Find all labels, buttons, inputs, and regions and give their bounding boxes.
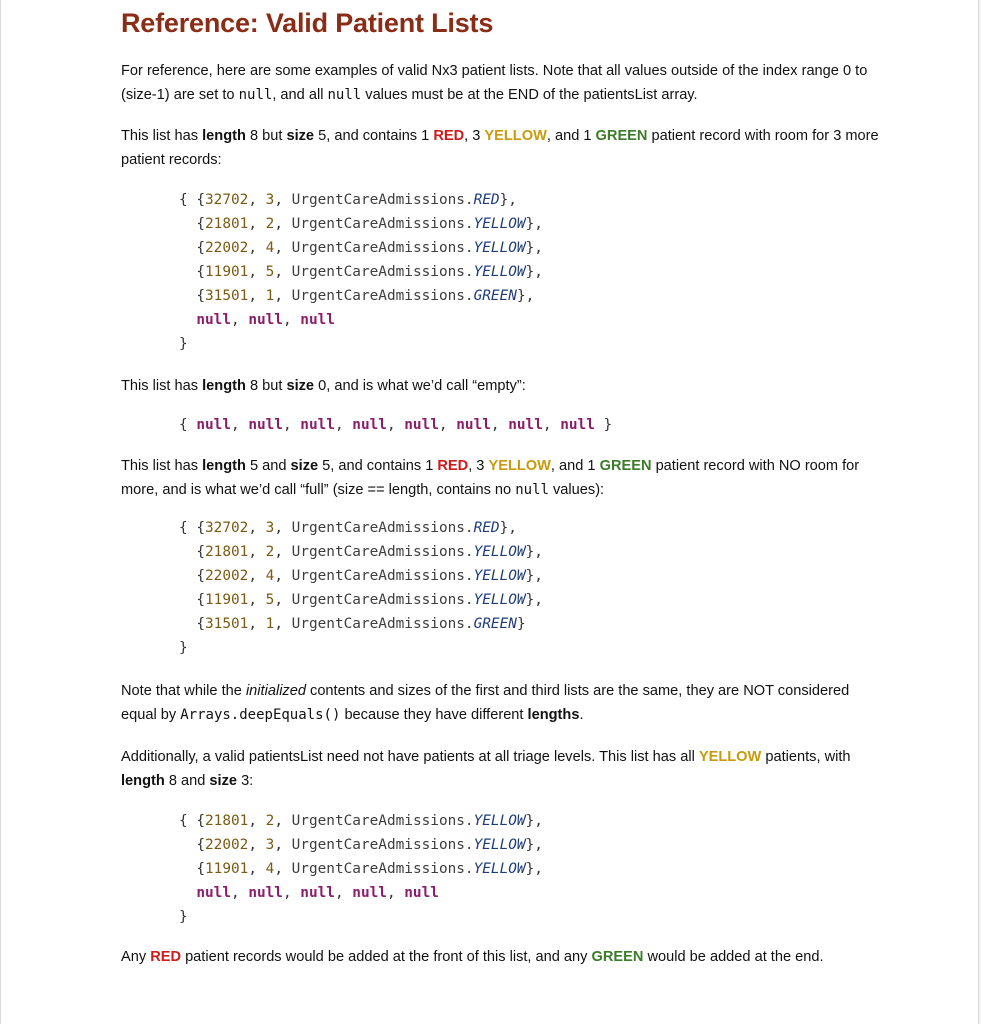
separator: , xyxy=(248,192,266,208)
separator: , xyxy=(274,837,292,853)
brace xyxy=(179,216,196,232)
note-text: Note that while the xyxy=(121,683,246,699)
patient-id: 22002 xyxy=(205,568,249,584)
enum-name: UrgentCareAdmissions. xyxy=(291,216,474,232)
desc-text: 8 and xyxy=(164,773,210,789)
brace: }, xyxy=(525,568,543,584)
enum-name: UrgentCareAdmissions. xyxy=(291,813,474,829)
intro-paragraph xyxy=(121,59,881,107)
note-paragraph xyxy=(121,679,881,727)
null-value: null xyxy=(196,312,231,328)
separator: , xyxy=(248,616,266,632)
patient-priority: 5 xyxy=(265,264,275,280)
enum-name: UrgentCareAdmissions. xyxy=(291,192,474,208)
separator: , xyxy=(248,240,266,256)
patient-id: 32702 xyxy=(205,192,249,208)
separator: , xyxy=(282,885,301,901)
null-value: null xyxy=(300,885,335,901)
yellow-label: YELLOW xyxy=(488,458,551,474)
brace: } xyxy=(516,616,526,632)
desc-text: This list has xyxy=(121,378,203,394)
null-value: null xyxy=(352,885,387,901)
size-word: size xyxy=(209,773,238,789)
list3-description xyxy=(121,454,881,502)
desc-text: values): xyxy=(548,482,605,498)
triage-level: YELLOW xyxy=(473,240,526,256)
desc-text: 8 but xyxy=(245,128,287,144)
null-value: null xyxy=(196,885,231,901)
triage-level: YELLOW xyxy=(473,837,526,853)
deep-equals-code: Arrays.deepEquals() xyxy=(180,707,341,723)
closing-brace: } xyxy=(179,640,188,656)
null-line xyxy=(179,308,543,332)
brace: }, xyxy=(525,216,543,232)
closing-brace: } xyxy=(179,909,188,925)
separator: , xyxy=(248,520,266,536)
brace: { xyxy=(196,837,205,853)
null-keyword: null xyxy=(327,87,362,103)
closing-text: would be added at the end. xyxy=(643,949,824,965)
null-value: null xyxy=(352,417,387,433)
patient-priority: 2 xyxy=(265,544,275,560)
brace: { xyxy=(179,417,197,433)
brace xyxy=(179,544,196,560)
separator: , xyxy=(282,312,301,328)
triage-level: RED xyxy=(473,192,500,208)
null-value: null xyxy=(508,417,543,433)
patient-id: 11901 xyxy=(205,592,249,608)
yellow-label: YELLOW xyxy=(698,749,762,765)
separator: , xyxy=(248,288,266,304)
patient-priority: 4 xyxy=(265,568,275,584)
separator: , xyxy=(274,216,292,232)
brace: { xyxy=(196,264,205,280)
record-line xyxy=(179,236,543,260)
triage-level: RED xyxy=(473,520,500,536)
brace: }, xyxy=(525,837,543,853)
patient-id: 11901 xyxy=(205,264,249,280)
list3-code-block xyxy=(179,516,543,660)
separator: , xyxy=(230,885,249,901)
desc-text: , 3 xyxy=(464,128,485,144)
record-line xyxy=(179,857,543,881)
separator: , xyxy=(274,520,292,536)
record-line xyxy=(179,284,543,308)
record-line xyxy=(179,188,543,212)
null-value: null xyxy=(404,885,439,901)
note-text: because they have different xyxy=(340,707,528,723)
list2-code-block xyxy=(179,413,612,437)
separator: , xyxy=(248,568,266,584)
brace: }, xyxy=(525,544,543,560)
record-line xyxy=(179,540,543,564)
patient-id: 22002 xyxy=(205,240,249,256)
separator: , xyxy=(248,813,266,829)
enum-name: UrgentCareAdmissions. xyxy=(291,568,474,584)
desc-text: , 3 xyxy=(468,458,489,474)
brace: { xyxy=(196,861,205,877)
brace: { xyxy=(196,813,205,829)
separator: , xyxy=(274,592,292,608)
desc-text: patient record with NO room for more, and is what we’d call “full” (size == length, contains no xyxy=(121,458,860,498)
record-line xyxy=(179,588,543,612)
enum-name: UrgentCareAdmissions. xyxy=(291,592,474,608)
separator: , xyxy=(542,417,561,433)
patient-id: 31501 xyxy=(205,616,249,632)
record-line xyxy=(179,564,543,588)
list1-description xyxy=(121,124,881,172)
intro-text-2: , and all xyxy=(272,87,328,103)
list1-code-block xyxy=(179,188,543,356)
separator: , xyxy=(248,264,266,280)
brace: { xyxy=(196,568,205,584)
enum-name: UrgentCareAdmissions. xyxy=(291,616,474,632)
null-keyword: null xyxy=(515,482,549,498)
patient-id: 31501 xyxy=(205,288,249,304)
patient-priority: 1 xyxy=(265,616,275,632)
lengths-word: lengths xyxy=(527,707,580,723)
desc-text: Additionally, a valid patientsList need not have patients at all triage levels. This list has all xyxy=(121,749,699,765)
null-value: null xyxy=(196,417,231,433)
closing-text: Any xyxy=(121,949,151,965)
separator: , xyxy=(248,861,266,877)
record-line xyxy=(179,809,543,833)
separator: , xyxy=(490,417,509,433)
patient-id: 11901 xyxy=(205,861,249,877)
length-word: length xyxy=(202,458,246,474)
note-text: . xyxy=(579,707,584,723)
separator: , xyxy=(438,417,457,433)
patient-id: 22002 xyxy=(205,837,249,853)
null-value: null xyxy=(560,417,595,433)
enum-name: UrgentCareAdmissions. xyxy=(291,288,474,304)
null-value: null xyxy=(456,417,491,433)
separator: , xyxy=(274,813,292,829)
patient-priority: 4 xyxy=(265,240,275,256)
separator: , xyxy=(230,417,249,433)
size-word: size xyxy=(286,378,315,394)
brace: { xyxy=(196,216,205,232)
null-value: null xyxy=(300,312,335,328)
brace: }, xyxy=(499,192,517,208)
indent xyxy=(179,885,196,901)
record-line xyxy=(179,212,543,236)
separator: , xyxy=(274,264,292,280)
separator: , xyxy=(248,216,266,232)
separator: , xyxy=(334,885,353,901)
triage-level: YELLOW xyxy=(473,861,526,877)
null-line xyxy=(179,881,543,905)
desc-text: This list has xyxy=(121,128,203,144)
separator: , xyxy=(274,240,292,256)
green-label: GREEN xyxy=(599,458,652,474)
brace: { xyxy=(196,544,205,560)
patient-priority: 3 xyxy=(265,837,275,853)
separator: , xyxy=(274,192,292,208)
size-word: size xyxy=(286,128,315,144)
triage-level: GREEN xyxy=(473,616,517,632)
triage-level: YELLOW xyxy=(473,592,526,608)
brace xyxy=(179,861,196,877)
null-value: null xyxy=(248,312,283,328)
separator: , xyxy=(274,861,292,877)
triage-level: YELLOW xyxy=(473,813,526,829)
brace: }, xyxy=(525,592,543,608)
red-label: RED xyxy=(437,458,469,474)
red-label: RED xyxy=(150,949,182,965)
brace: { xyxy=(179,192,197,208)
patient-priority: 3 xyxy=(265,192,275,208)
patient-id: 21801 xyxy=(205,813,249,829)
note-text: contents and sizes of the first and third lists are the same, they are NOT considered equal by xyxy=(121,683,850,723)
patient-priority: 4 xyxy=(265,861,275,877)
desc-text: 8 but xyxy=(245,378,287,394)
patient-id: 32702 xyxy=(205,520,249,536)
triage-level: YELLOW xyxy=(473,568,526,584)
brace xyxy=(179,568,196,584)
enum-name: UrgentCareAdmissions. xyxy=(291,240,474,256)
brace xyxy=(179,592,196,608)
patient-priority: 3 xyxy=(265,520,275,536)
null-value: null xyxy=(248,417,283,433)
green-label: GREEN xyxy=(595,128,648,144)
record-line xyxy=(179,516,543,540)
size-word: size xyxy=(290,458,319,474)
list4-description xyxy=(121,745,881,793)
brace xyxy=(179,616,196,632)
enum-name: UrgentCareAdmissions. xyxy=(291,544,474,560)
length-word: length xyxy=(202,128,246,144)
brace: { xyxy=(179,520,197,536)
list4-code-block xyxy=(179,809,543,929)
closing-text: patient records would be added at the front of this list, and any xyxy=(181,949,592,965)
brace xyxy=(179,837,196,853)
brace: { xyxy=(196,240,205,256)
separator: , xyxy=(248,592,266,608)
desc-text: 3: xyxy=(237,773,254,789)
brace: }, xyxy=(516,288,535,304)
intro-text-1: For reference, here are some examples of valid Nx3 patient lists. Note that all values outside of the index range 0 to (size-1) are set to xyxy=(121,63,868,103)
desc-text: This list has xyxy=(121,458,203,474)
brace: { xyxy=(196,288,205,304)
separator: , xyxy=(274,544,292,560)
desc-text: 0, and is what we’d call “empty”: xyxy=(314,378,526,394)
patient-id: 21801 xyxy=(205,544,249,560)
red-label: RED xyxy=(433,128,465,144)
separator: , xyxy=(282,417,301,433)
null-keyword: null xyxy=(238,87,273,103)
patient-priority: 2 xyxy=(265,216,275,232)
record-line xyxy=(179,260,543,284)
page-title: Reference: Valid Patient Lists xyxy=(121,8,494,38)
yellow-label: YELLOW xyxy=(484,128,547,144)
null-values xyxy=(196,417,595,433)
desc-text: 5 and xyxy=(245,458,291,474)
brace: }, xyxy=(525,264,543,280)
triage-level: YELLOW xyxy=(473,544,526,560)
brace: }, xyxy=(525,240,543,256)
patient-priority: 1 xyxy=(265,288,275,304)
separator: , xyxy=(274,568,292,584)
desc-text: 5, and contains 1 xyxy=(318,458,438,474)
list2-description xyxy=(121,374,881,398)
desc-text: patients, with xyxy=(761,749,851,765)
green-label: GREEN xyxy=(591,949,644,965)
brace xyxy=(179,240,196,256)
patient-priority: 5 xyxy=(265,592,275,608)
separator: , xyxy=(274,616,292,632)
separator: , xyxy=(274,288,292,304)
separator: , xyxy=(386,417,405,433)
separator: , xyxy=(230,312,249,328)
null-value: null xyxy=(248,885,283,901)
closing-brace: } xyxy=(179,336,188,352)
separator: , xyxy=(248,544,266,560)
brace: }, xyxy=(525,813,543,829)
desc-text: , and 1 xyxy=(550,458,600,474)
brace: { xyxy=(196,592,205,608)
brace xyxy=(179,264,196,280)
intro-text-3: values must be at the END of the patientsList array. xyxy=(361,87,698,103)
patient-priority: 2 xyxy=(265,813,275,829)
desc-text: , and 1 xyxy=(546,128,596,144)
indent xyxy=(179,312,196,328)
brace: { xyxy=(179,813,197,829)
patient-id: 21801 xyxy=(205,216,249,232)
record-line xyxy=(179,833,543,857)
brace: }, xyxy=(525,861,543,877)
null-value: null xyxy=(300,417,335,433)
separator: , xyxy=(248,837,266,853)
desc-text: 5, and contains 1 xyxy=(314,128,434,144)
enum-name: UrgentCareAdmissions. xyxy=(291,264,474,280)
length-word: length xyxy=(121,773,165,789)
brace: { xyxy=(196,520,205,536)
brace: }, xyxy=(499,520,517,536)
triage-level: GREEN xyxy=(473,288,517,304)
desc-text: patient record with room for 3 more patient records: xyxy=(121,128,879,168)
closing-paragraph xyxy=(121,945,881,969)
brace xyxy=(179,288,196,304)
triage-level: YELLOW xyxy=(473,264,526,280)
enum-name: UrgentCareAdmissions. xyxy=(291,861,474,877)
separator: , xyxy=(386,885,405,901)
null-value: null xyxy=(404,417,439,433)
record-line xyxy=(179,612,543,636)
triage-level: YELLOW xyxy=(473,216,526,232)
brace: } xyxy=(594,417,613,433)
brace: { xyxy=(196,192,205,208)
enum-name: UrgentCareAdmissions. xyxy=(291,520,474,536)
separator: , xyxy=(334,417,353,433)
initialized-word: initialized xyxy=(245,683,306,699)
enum-name: UrgentCareAdmissions. xyxy=(291,837,474,853)
brace: { xyxy=(196,616,205,632)
length-word: length xyxy=(202,378,246,394)
